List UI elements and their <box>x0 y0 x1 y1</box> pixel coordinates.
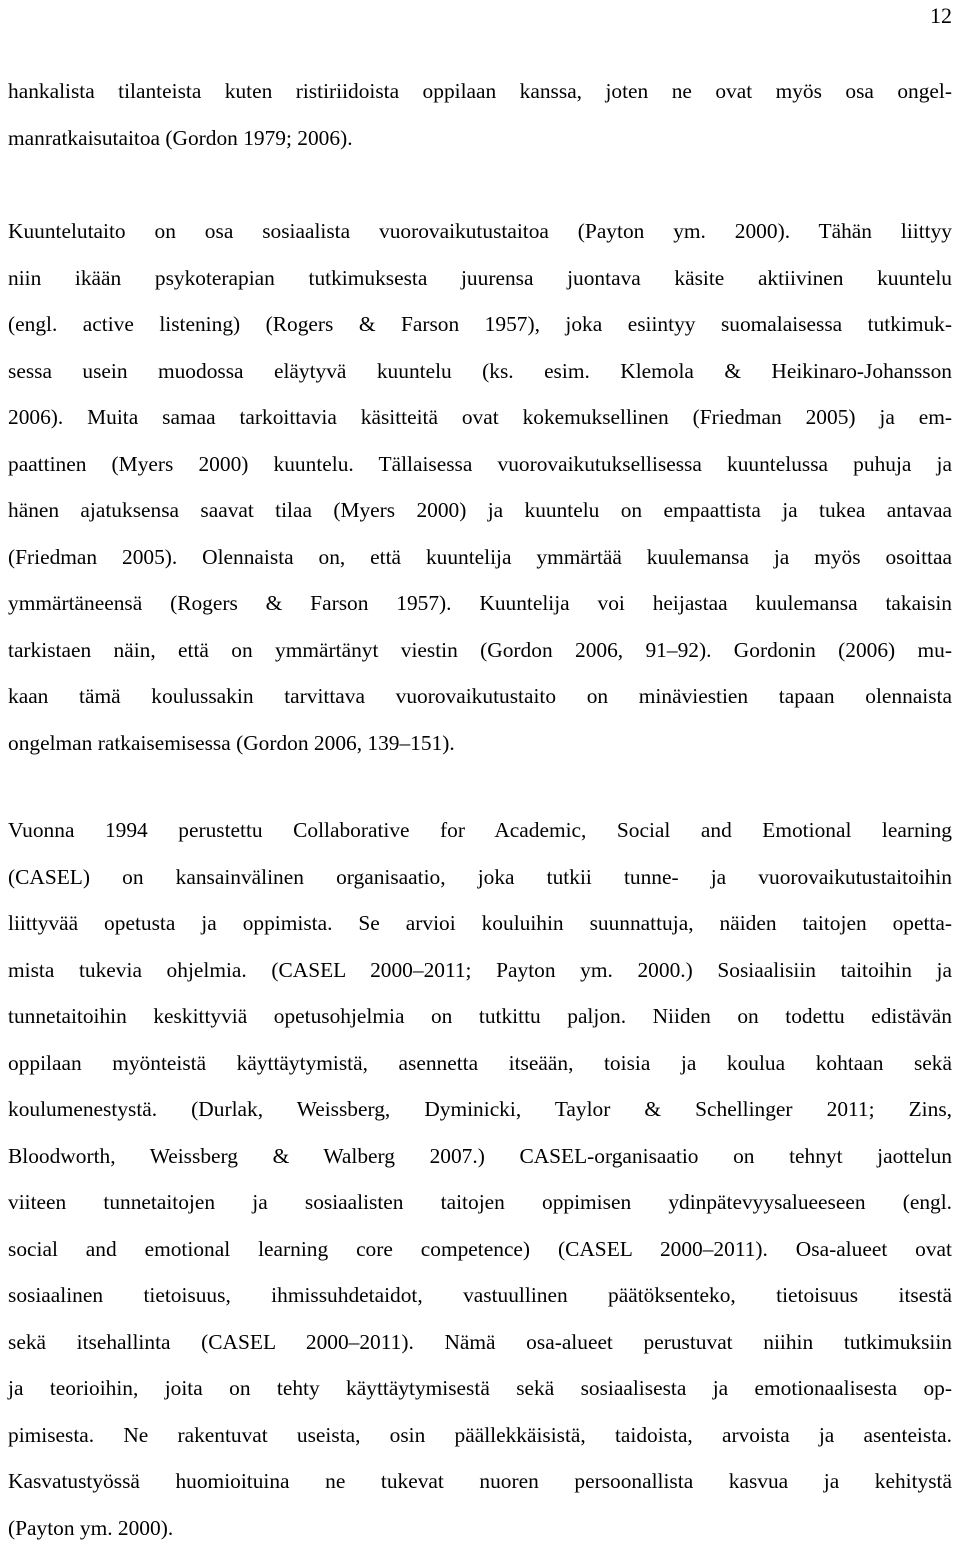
paragraph <box>8 208 952 766</box>
text-line: (Friedman 2005). Olennaista on, että kuuntelija ymmärtää kuulemansa ja myös osoittaa <box>8 534 952 581</box>
text-line: kaan tämä koulussakin tarvittava vuorovaikutustaito on minäviestien tapaan olennaista <box>8 673 952 720</box>
text-line: liittyvää opetusta ja oppimista. Se arvioi kouluihin suunnattuja, näiden taitojen opetta- <box>8 900 952 947</box>
text-line: oppilaan myönteistä käyttäytymistä, asennetta itseään, toisia ja koulua kohtaan sekä <box>8 1040 952 1087</box>
text-line: viiteen tunnetaitojen ja sosiaalisten taitojen oppimisen ydinpätevyysalueeseen (engl. <box>8 1179 952 1226</box>
text-line: niin ikään psykoterapian tutkimuksesta juurensa juontava käsite aktiivinen kuuntelu <box>8 255 952 302</box>
text-line: manratkaisutaitoa (Gordon 1979; 2006). <box>8 115 952 162</box>
text-line: paattinen (Myers 2000) kuuntelu. Tällaisessa vuorovaikutuksellisessa kuuntelussa puhuja ja <box>8 441 952 488</box>
paragraph <box>8 807 952 1551</box>
text-line: ongelman ratkaisemisessa (Gordon 2006, 139–151). <box>8 720 952 767</box>
text-line: social and emotional learning core competence) (CASEL 2000–2011). Osa-alueet ovat <box>8 1226 952 1273</box>
text-line: mista tukevia ohjelmia. (CASEL 2000–2011; Payton ym. 2000.) Sosiaalisiin taitoihin ja <box>8 947 952 994</box>
text-line: (Payton ym. 2000). <box>8 1505 952 1551</box>
text-line: (engl. active listening) (Rogers & Farson 1957), joka esiintyy suomalaisessa tutkimuk- <box>8 301 952 348</box>
text-line: Kasvatustyössä huomioituina ne tukevat nuoren persoonallista kasvua ja kehitystä <box>8 1458 952 1505</box>
text-line: sekä itsehallinta (CASEL 2000–2011). Nämä osa-alueet perustuvat niihin tutkimuksiin <box>8 1319 952 1366</box>
text-line: pimisesta. Ne rakentuvat useista, osin päällekkäisistä, taidoista, arvoista ja asenteista. <box>8 1412 952 1459</box>
text-line: hankalista tilanteista kuten ristiriidoista oppilaan kanssa, joten ne ovat myös osa ongel- <box>8 68 952 115</box>
text-line: (CASEL) on kansainvälinen organisaatio, joka tutkii tunne- ja vuorovaikutustaitoihin <box>8 854 952 901</box>
text-line: tarkistaen näin, että on ymmärtänyt viestin (Gordon 2006, 91–92). Gordonin (2006) mu- <box>8 627 952 674</box>
text-line: 2006). Muita samaa tarkoittavia käsitteitä ovat kokemuksellinen (Friedman 2005) ja em- <box>8 394 952 441</box>
text-line: sessa usein muodossa eläytyvä kuuntelu (ks. esim. Klemola & Heikinaro-Johansson <box>8 348 952 395</box>
text-line: Bloodworth, Weissberg & Walberg 2007.) CASEL-organisaatio on tehnyt jaottelun <box>8 1133 952 1180</box>
text-line: hänen ajatuksensa saavat tilaa (Myers 2000) ja kuuntelu on empaattista ja tukea antavaa <box>8 487 952 534</box>
text-line: ymmärtäneensä (Rogers & Farson 1957). Kuuntelija voi heijastaa kuulemansa takaisin <box>8 580 952 627</box>
text-line: Vuonna 1994 perustettu Collaborative for Academic, Social and Emotional learning <box>8 807 952 854</box>
text-line: Kuuntelutaito on osa sosiaalista vuorovaikutustaitoa (Payton ym. 2000). Tähän liittyy <box>8 208 952 255</box>
page-number: 12 <box>930 2 952 30</box>
text-line: tunnetaitoihin keskittyviä opetusohjelmia on tutkittu paljon. Niiden on todettu edistävän <box>8 993 952 1040</box>
paragraph <box>8 68 952 161</box>
text-line: sosiaalinen tietoisuus, ihmissuhdetaidot, vastuullinen päätöksenteko, tietoisuus itsestä <box>8 1272 952 1319</box>
text-line: ja teorioihin, joita on tehty käyttäytymisestä sekä sosiaalisesta ja emotionaalisesta op- <box>8 1365 952 1412</box>
text-line: koulumenestystä. (Durlak, Weissberg, Dyminicki, Taylor & Schellinger 2011; Zins, <box>8 1086 952 1133</box>
